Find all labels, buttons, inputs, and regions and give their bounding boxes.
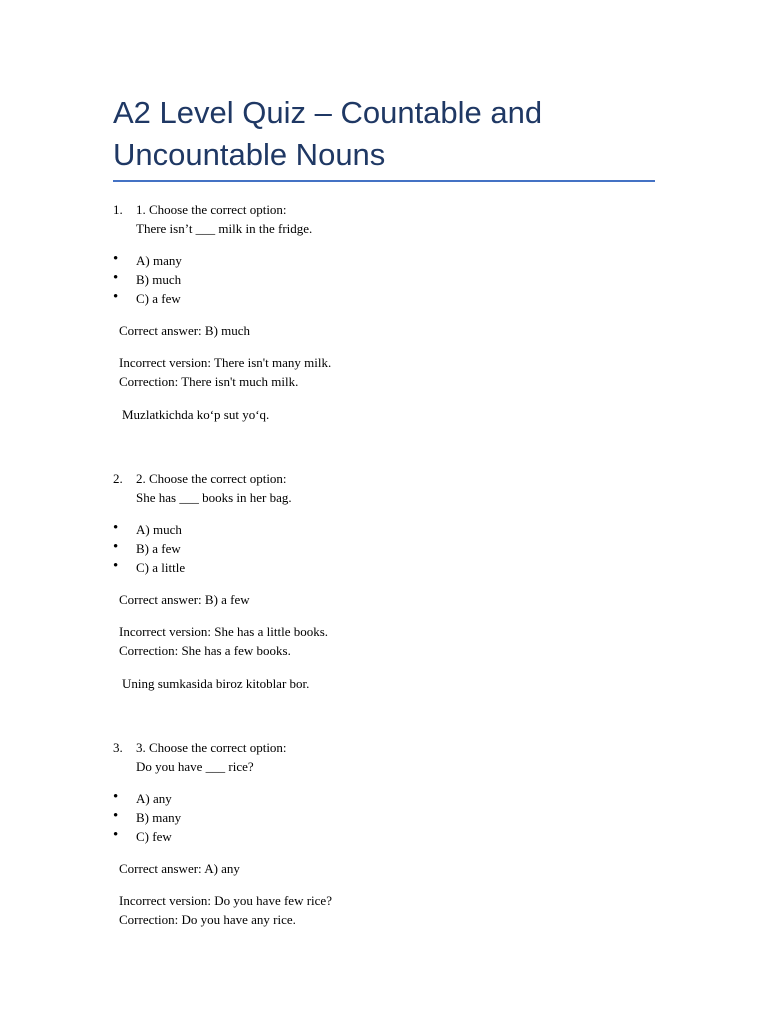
correct-answer: Correct answer: B) a few [119,592,250,607]
option-label: B) much [136,272,182,287]
option-label: B) a few [136,541,181,556]
option-label: A) any [136,791,172,806]
correct-answer: Correct answer: B) much [119,323,251,338]
bullet-icon: • [113,251,119,267]
question-number: 3. [113,740,123,755]
bullet-icon: • [113,539,119,555]
bullet-icon: • [113,289,119,305]
bullet-icon: • [113,808,119,824]
bullet-icon: • [113,270,119,286]
option-label: B) many [136,810,182,825]
title-divider [113,180,655,182]
question-number: 1. [113,202,123,217]
question-prompt: 2. Choose the correct option: [136,471,287,486]
translation: Uning sumkasida biroz kitoblar bor. [122,676,310,691]
option-label: C) a little [136,560,186,575]
correction: Correction: There isn't much milk. [119,374,299,389]
bullet-icon: • [113,558,119,574]
question-sentence: There isn’t ___ milk in the fridge. [136,221,313,236]
question-prompt: 3. Choose the correct option: [136,740,287,755]
incorrect-version: Incorrect version: She has a little books. [119,624,329,639]
option-label: C) few [136,829,172,844]
question-prompt: 1. Choose the correct option: [136,202,287,217]
option-label: A) many [136,253,182,268]
incorrect-version: Incorrect version: Do you have few rice? [119,893,332,908]
bullet-icon: • [113,520,119,536]
correct-answer: Correct answer: A) any [119,861,240,876]
question-sentence: She has ___ books in her bag. [136,490,292,505]
option-label: C) a few [136,291,181,306]
option-label: A) much [136,522,182,537]
question-sentence: Do you have ___ rice? [136,759,254,774]
question-number: 2. [113,471,123,486]
incorrect-version: Incorrect version: There isn't many milk. [119,355,332,370]
correction: Correction: Do you have any rice. [119,912,296,927]
bullet-icon: • [113,789,119,805]
bullet-icon: • [113,827,119,843]
correction: Correction: She has a few books. [119,643,291,658]
translation: Muzlatkichda ko‘p sut yo‘q. [122,407,270,422]
page-title: A2 Level Quiz – Countable and Uncountable Nouns [113,95,543,172]
